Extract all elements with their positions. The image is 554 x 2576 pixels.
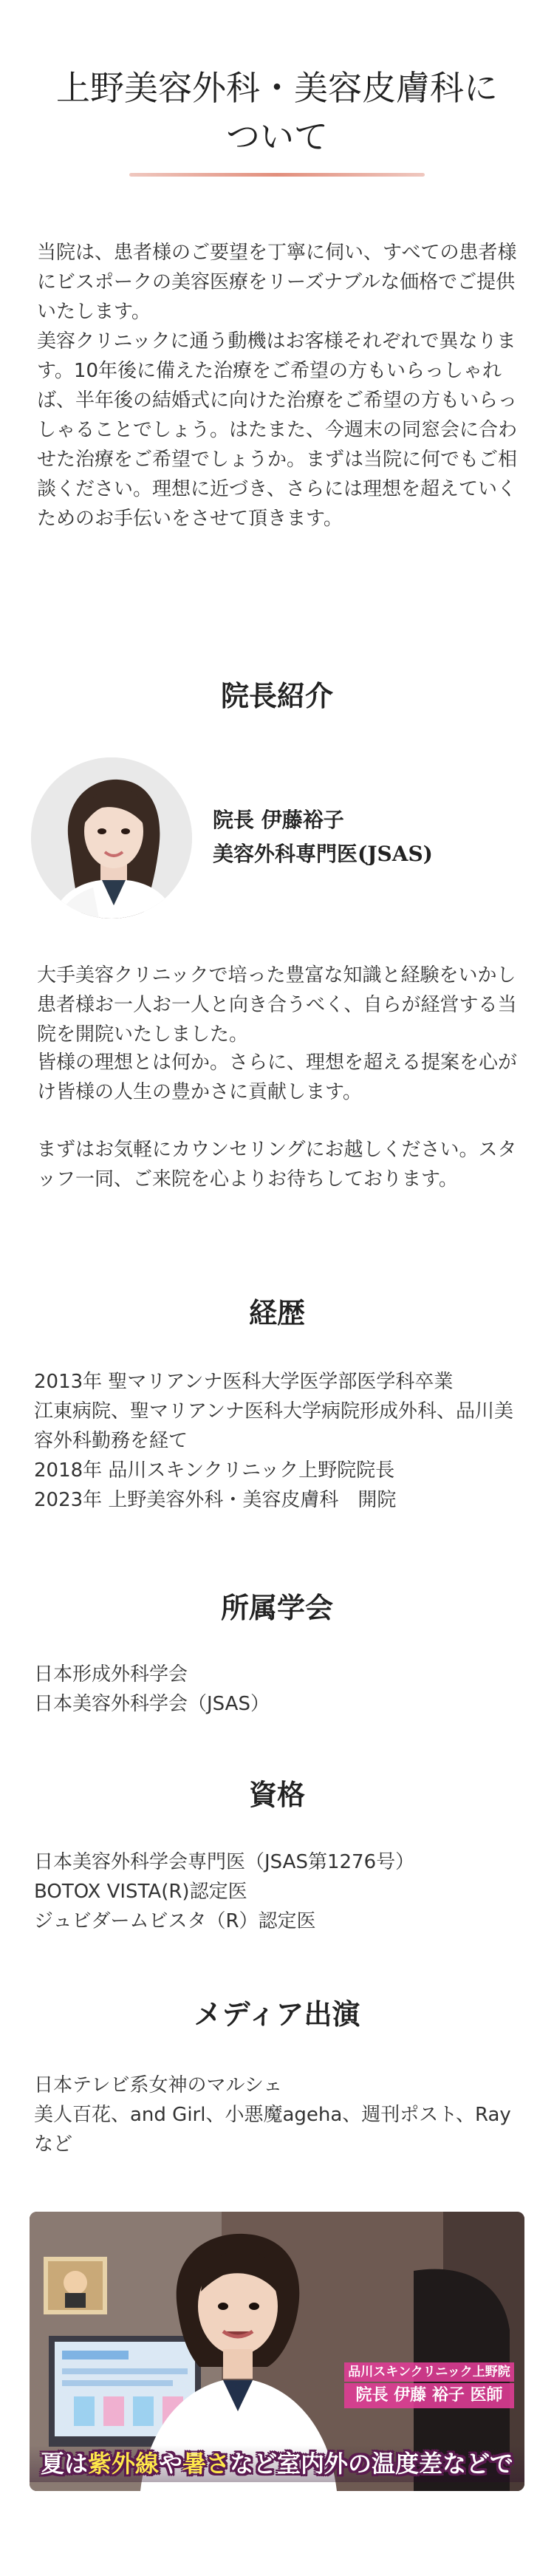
- qualifications-list: [34, 1847, 524, 1936]
- society-item: 日本美容外科学会（JSAS）: [34, 1693, 270, 1715]
- telop-text: など室内外の温度差などで: [230, 2450, 514, 2478]
- media-item: 日本テレビ系女神のマルシェ: [34, 2074, 283, 2096]
- qualifications-heading: 資格: [248, 1778, 305, 1811]
- media-appearance-photo: [30, 2212, 524, 2491]
- qualification-item: 日本美容外科学会専門医（JSAS第1276号）: [34, 1851, 415, 1873]
- telop-highlight: 暑さ: [182, 2450, 230, 2478]
- page-title: [30, 64, 524, 161]
- media-list: [34, 2071, 524, 2159]
- qualification-item: BOTOX VISTA(R)認定医: [34, 1881, 247, 1903]
- intro-text: [37, 238, 517, 534]
- director-avatar: [31, 757, 192, 919]
- director-portrait-image: [31, 757, 192, 919]
- director-title: 美容外科専門医(JSAS): [213, 842, 433, 866]
- career-heading: 経歴: [248, 1296, 305, 1329]
- career-item: 2023年 上野美容外科・美容皮膚科 開院: [34, 1489, 397, 1511]
- qualification-item: ジュビダームビスタ（R）認定医: [34, 1910, 316, 1932]
- title-underline: [129, 173, 425, 177]
- director-heading: 院長紹介: [220, 679, 333, 712]
- page-title-line-2: ついて: [226, 117, 328, 157]
- director-message-3: まずはお気軽にカウンセリングにお越しください。スタッフ一同、ご来院を心よりお待ちしております。: [37, 1139, 517, 1190]
- career-item: 2013年 聖マリアンナ医科大学医学部医学科卒業: [34, 1371, 454, 1393]
- career-item: 江東病院、聖マリアンナ医科大学病院形成外科、品川美容外科勤務を経て: [34, 1400, 513, 1452]
- societies-heading: 所属学会: [220, 1591, 333, 1624]
- career-list: [34, 1367, 524, 1515]
- intro-paragraph-1: 当院は、患者様のご要望を丁寧に伺い、すべての患者様にビスポークの美容医療をリーズナブルな価格でご提供いたします。: [37, 242, 517, 323]
- doctor-caption: 院長 伊藤 裕子 医師: [344, 2383, 514, 2408]
- media-heading: メディア出演: [194, 1997, 360, 2031]
- media-item: 美人百花、and Girl、小悪魔ageha、週刊ポスト、Rayなど: [34, 2104, 511, 2156]
- career-item: 2018年 品川スキンクリニック上野院院長: [34, 1459, 395, 1482]
- director-message-2: 皆様の理想とは何か。さらに、理想を超える提案を心がけ皆様の人生の豊かさに貢献します。: [37, 1052, 518, 1103]
- director-message-1: 大手美容クリニックで培った豊富な知識と経験をいかし患者様お一人お一人と向き合うべく、自らが経営する当院を開院いたしました。: [37, 964, 517, 1046]
- intro-paragraph-2: 美容クリニックに通う動機はお客様それぞれで異なります。10年後に備えた治療をご希望の方もいらっしゃれば、半年後の結婚式に向けた治療をご希望の方もいらっしゃることでしょう。はたまた、今週末の同窓会に合わせた治療をご希望でしょうか。まずは当院に何でもご相談ください。理想に近づき、さらには理想を超えていくためのお手伝いをさせて頂きます。: [37, 330, 518, 530]
- telop-text: 夏は: [40, 2450, 88, 2478]
- director-name: 院長 伊藤裕子: [213, 808, 344, 832]
- page-title-line-1: 上野美容外科・美容皮膚科に: [56, 68, 498, 108]
- clinic-caption: 品川スキンクリニック上野院: [344, 2362, 514, 2382]
- telop-text: や: [158, 2450, 182, 2478]
- telop-highlight: 紫外線: [87, 2450, 159, 2478]
- society-item: 日本形成外科学会: [34, 1663, 188, 1686]
- societies-list: [34, 1660, 524, 1719]
- tv-telop: [30, 2445, 524, 2482]
